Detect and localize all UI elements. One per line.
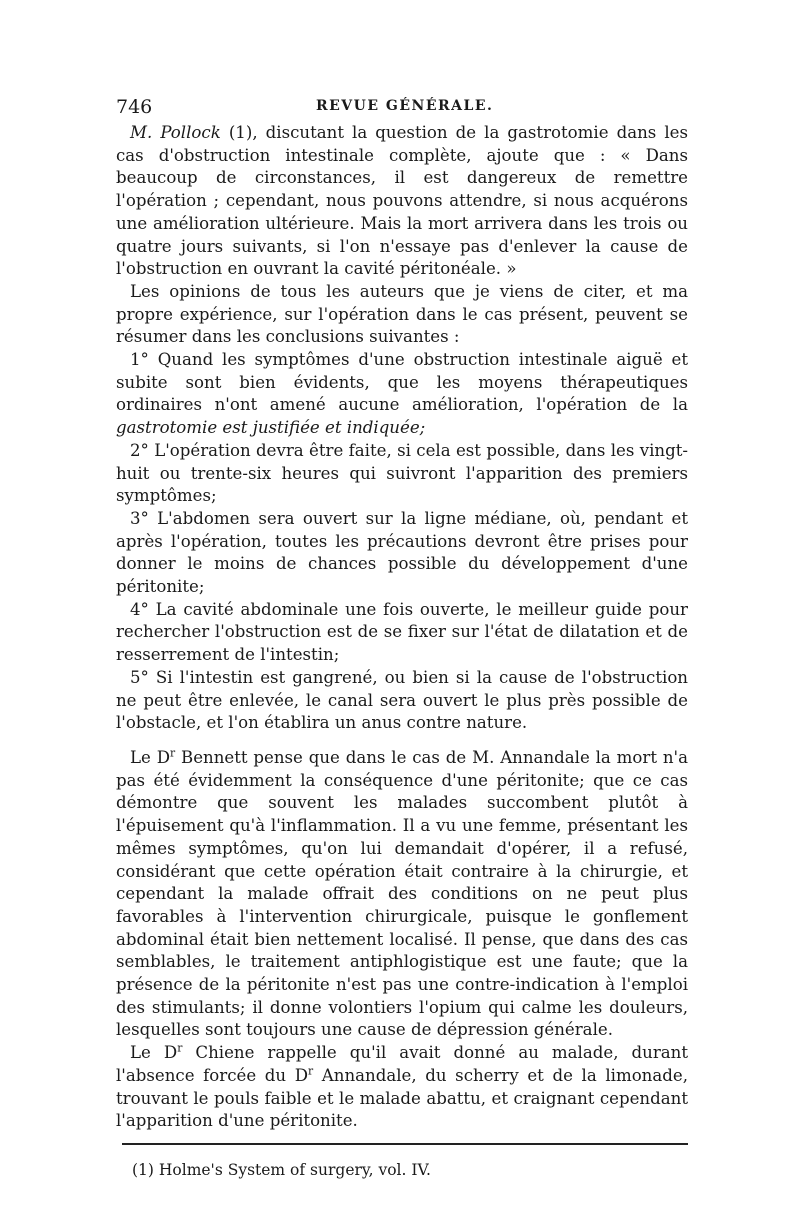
footnote-divider (122, 1143, 688, 1145)
conclusion-3: 3° L'abdomen sera ouvert sur la ligne médiane, où, pendant et après l'opération, toutes les précautions devront être prises pour donner le moins de chances possible du développement d'une péritonite; (116, 508, 688, 597)
running-title: REVUE GÉNÉRALE. (316, 98, 494, 114)
conclusion-4: 4° La cavité abdominale une fois ouverte, le meilleur guide pour rechercher l'obstruction est de se fixer sur l'état de dilatation et de resserrement de l'intestin; (116, 599, 688, 665)
conclusion-5: 5° Si l'intestin est gangrené, ou bien si la cause de l'obstruction ne peut être enlevée, le canal sera ouvert le plus près possible de l'obstacle, et l'on établira un anus contre nature. (116, 667, 688, 733)
conclusion-1: 1° Quand les symptômes d'une obstruction intestinale aiguë et subite sont bien évidents, que les moyens thérapeutiques ordinaires n'ont amené aucune amélioration, l'opération de la gastrotomie est justifiée et indiquée; (116, 350, 688, 438)
page-number: 746 (116, 96, 153, 118)
conclusion-2: 2° L'opération devra être faite, si cela est possible, dans les vingt-huit ou trente-six heures qui suivront l'apparition des premiers symptômes; (116, 440, 688, 506)
paragraph-opinions: Les opinions de tous les auteurs que je viens de citer, et ma propre expérience, sur l'opération dans le cas présent, peuvent se résumer dans les conclusions suivantes : (116, 281, 688, 347)
paragraph-bennett: Le $D^r$ Bennett pense que dans le cas de M. Annandale la mort n'a pas été évidemment la conséquence d'une péritonite; que ce cas démontre que souvent les malades succombent plutôt à l'épuisement qu'à l'inflammation. Il a vu une femme, présentant les mêmes symptômes, qu'on lui demandait d'opérer, il a refusé, considérant que cette opération était contraire à la chirurgie, et cependant la malade offrait des conditions on ne peut plus favorables à l'intervention chirurgicale, puisque le gonflement abdominal était bien nettement localisé. Il pense, que dans des cas semblables, le traitement antiphlogistique est une faute; que la présence de la péritonite n'est pas une contre-indication à l'emploi des stimulants; il donne volontiers l'opium qui calme les douleurs, lesquelles sont toujours une cause de dépression générale. (116, 746, 688, 1040)
paragraph-gap (116, 735, 688, 747)
paragraph-chiene: Le $D^r$ Chiene rappelle qu'il avait donné au malade, durant l'absence forcée du $D^r$ Annandale, du scherry et de la limonade, trouvant le pouls faible et le malade abattu, et craignant cependant l'apparition d'une péritonite. (116, 1041, 688, 1131)
document-page (116, 96, 688, 1179)
page-header (116, 96, 688, 122)
footnote: (1) Holme's System of surgery, vol. IV. (132, 1160, 431, 1179)
paragraph-pollock: M. Pollock (1), discutant la question de la gastrotomie dans les cas d'obstruction intestinale complète, ajoute que : « Dans beaucoup de circonstances, il est dangereux de remettre l'opération ; cependant, nous pouvons attendre, si nous acquérons une amélioration ultérieure. Mais la mort arrivera dans les trois ou quatre jours suivants, si l'on n'essaye pas d'enlever la cause de l'obstruction en ouvrant la cavité péritonéale. » (116, 123, 688, 279)
body-text (116, 122, 688, 1133)
author-name: M. Pollock (130, 123, 221, 142)
